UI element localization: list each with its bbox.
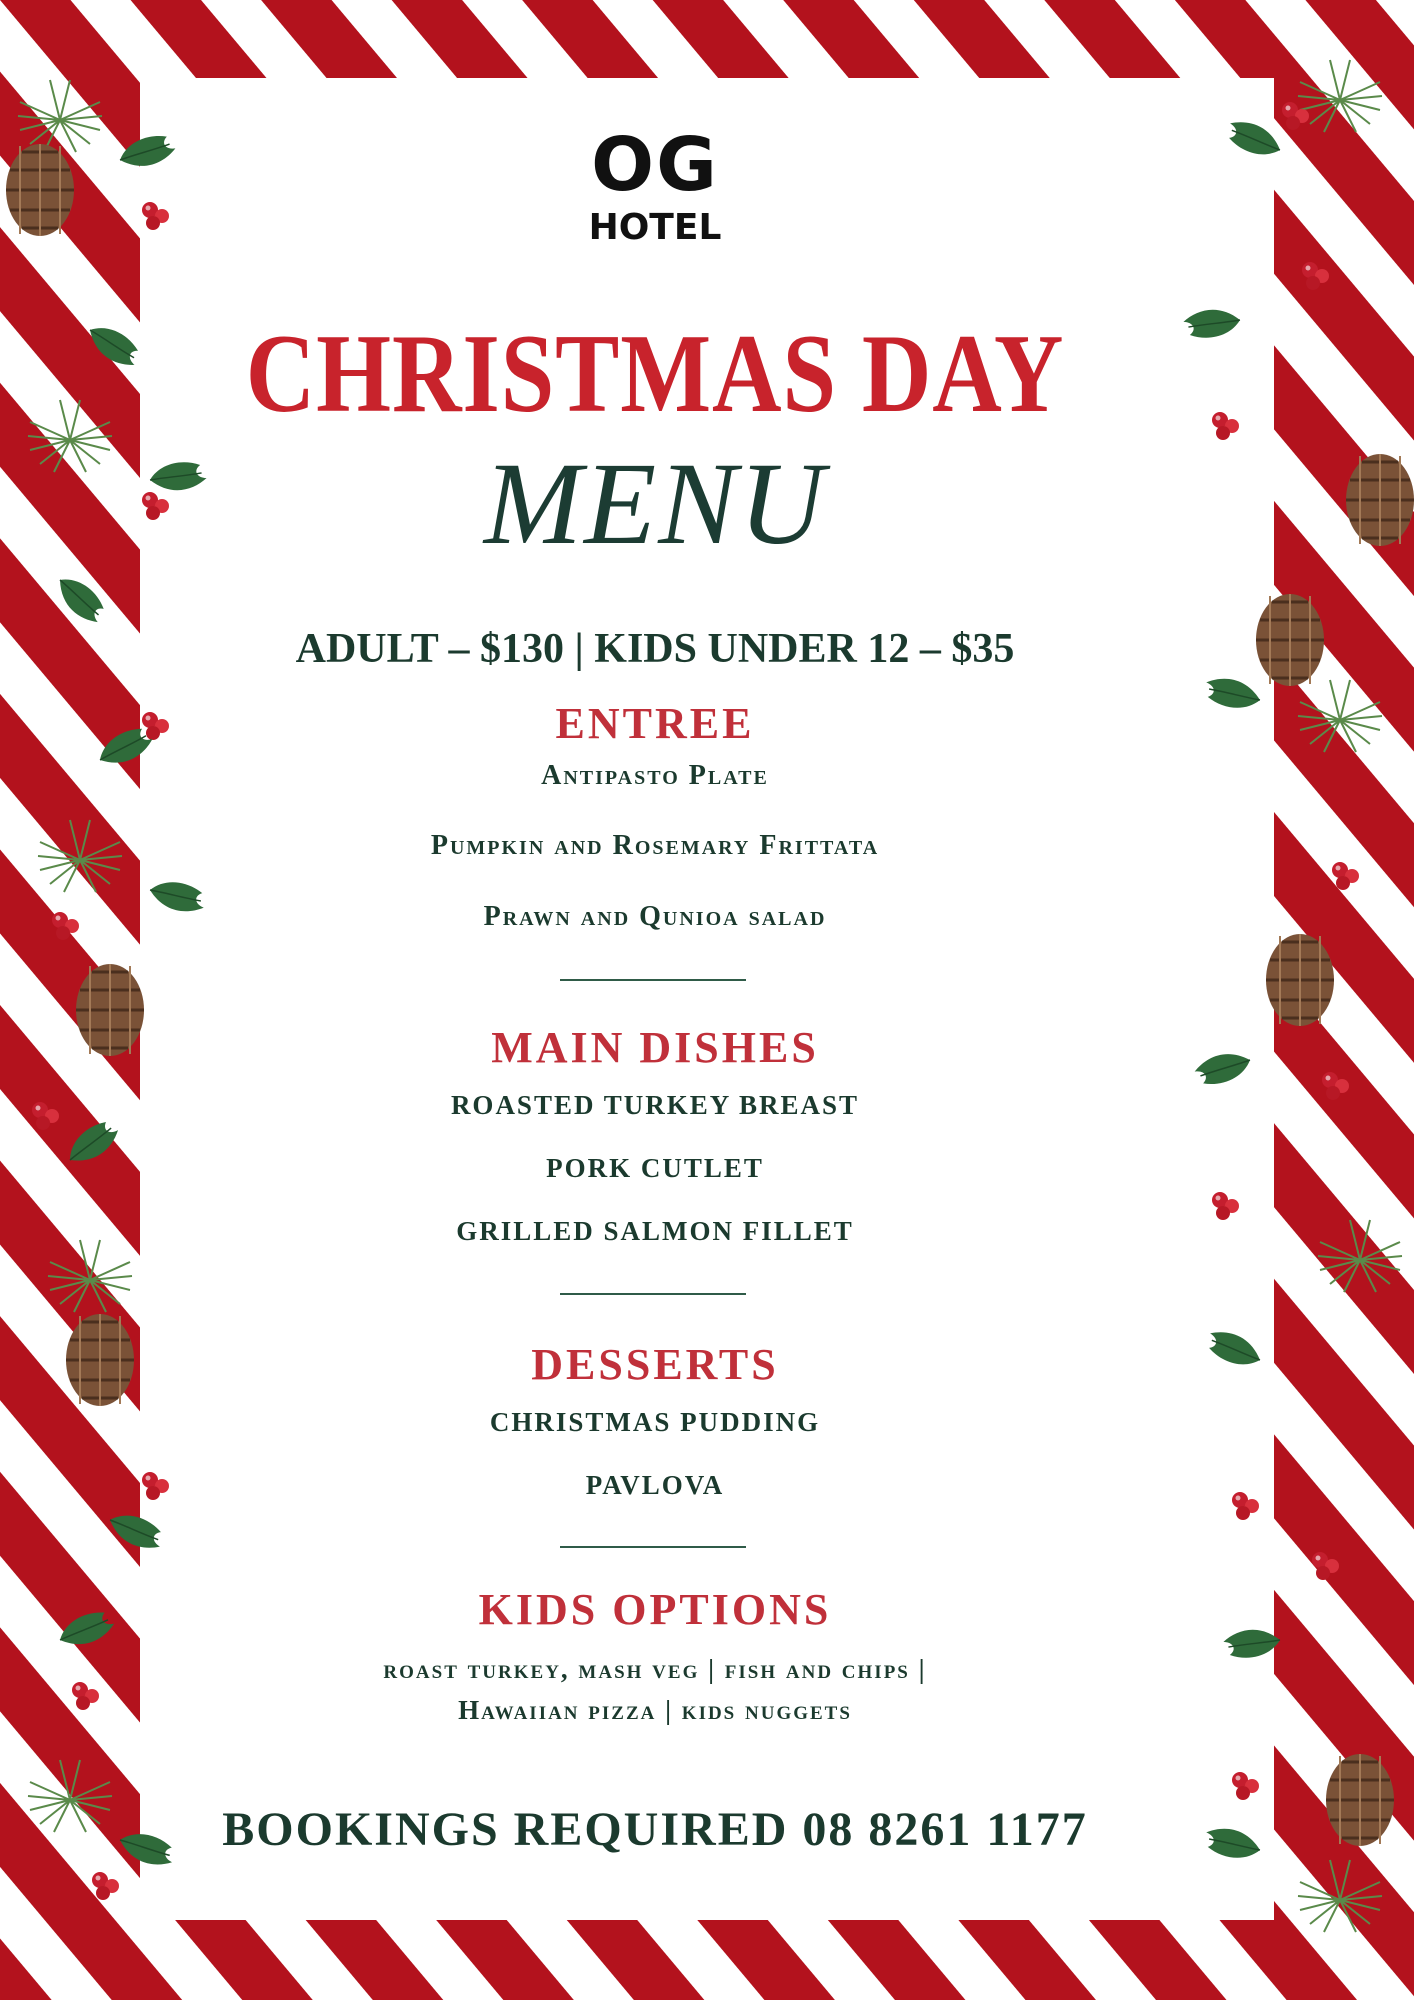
logo-og: OG — [591, 122, 719, 208]
section-divider — [560, 1546, 746, 1548]
menu-item: Prawn and Qunioa salad — [483, 901, 827, 932]
section-heading-main: MAIN DISHES — [491, 1023, 819, 1072]
booking-info: BOOKINGS REQUIRED 08 8261 1177 — [222, 1803, 1088, 1856]
menu-item: PORK CUTLET — [546, 1153, 764, 1183]
kids-options-line: roast turkey, mash veg | fish and chips | — [383, 1654, 927, 1684]
menu-item: GRILLED SALMON FILLET — [456, 1216, 854, 1246]
menu-item: Pumpkin and Rosemary Frittata — [430, 830, 880, 861]
menu-subtitle: MENU — [483, 438, 827, 569]
menu-item: Antipasto Plate — [541, 760, 769, 791]
section-heading-desserts: DESSERTS — [531, 1340, 779, 1389]
menu-content — [140, 0, 1170, 2000]
kids-options-line: Hawaiian pizza | kids nuggets — [458, 1695, 852, 1725]
menu-item: ROASTED TURKEY BREAST — [450, 1090, 860, 1120]
section-divider — [560, 979, 746, 981]
page-title: CHRISTMAS DAY — [245, 312, 1065, 436]
section-divider — [560, 1293, 746, 1295]
section-heading-entree: ENTREE — [555, 699, 755, 748]
pricing-line: ADULT – $130 | KIDS UNDER 12 – $35 — [295, 626, 1015, 672]
menu-item: CHRISTMAS PUDDING — [489, 1407, 821, 1437]
section-heading-kids: KIDS OPTIONS — [478, 1585, 832, 1634]
logo-hotel: HOTEL — [588, 207, 722, 248]
menu-item: PAVLOVA — [585, 1470, 725, 1500]
